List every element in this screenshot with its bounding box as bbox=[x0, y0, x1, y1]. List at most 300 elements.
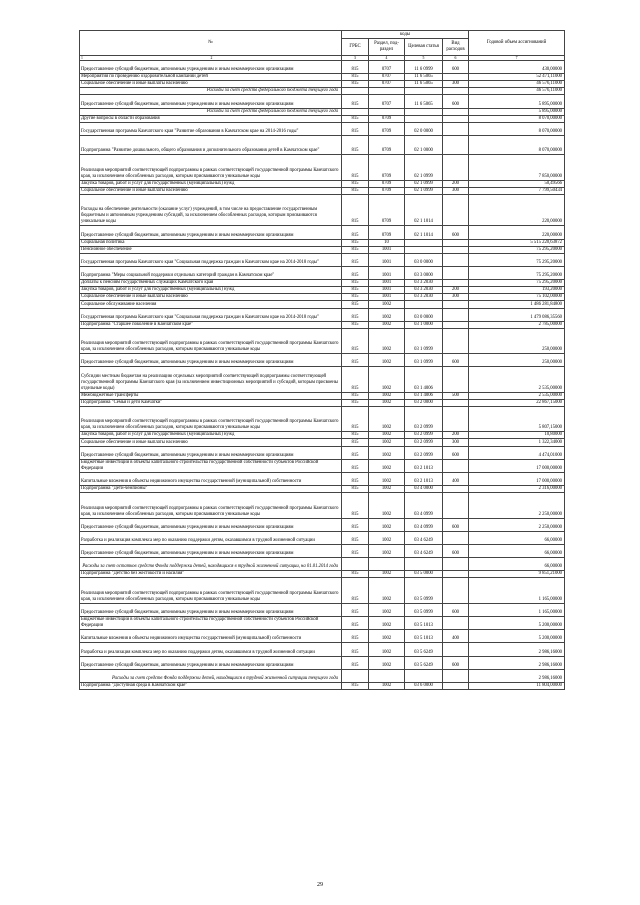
col-number: 7 bbox=[469, 56, 565, 61]
table-row bbox=[80, 472, 565, 485]
row-amount: 220,00000 bbox=[469, 194, 565, 226]
row-grbs: 815 bbox=[342, 399, 369, 406]
row-expense-type: 300 bbox=[443, 439, 469, 446]
row-razdel: 1002 bbox=[369, 493, 405, 518]
row-expense-type: 300 bbox=[443, 81, 469, 88]
row-amount: 4 474,01000 bbox=[469, 446, 565, 459]
row-name: Социальное обслуживание населения bbox=[80, 301, 342, 308]
row-grbs: 815 bbox=[342, 328, 369, 353]
row-name: Капитальные вложения в объекты недвижимого имущества государственной (муниципальной) собственности bbox=[80, 472, 342, 485]
row-grbs: 815 bbox=[342, 603, 369, 616]
row-grbs: 815 bbox=[342, 472, 369, 485]
row-amount: 9 851,21000 bbox=[469, 571, 565, 578]
row-expense-type bbox=[443, 486, 469, 493]
row-expense-type: 600 bbox=[443, 446, 469, 459]
row-razdel: 0707 bbox=[369, 74, 405, 81]
row-grbs: 815 bbox=[342, 95, 369, 108]
row-grbs: 815 bbox=[342, 122, 369, 135]
table-row bbox=[80, 266, 565, 279]
row-grbs: 815 bbox=[342, 531, 369, 544]
row-grbs bbox=[342, 108, 369, 115]
row-razdel: 1002 bbox=[369, 630, 405, 643]
row-expense-type bbox=[443, 122, 469, 135]
row-razdel: 1001 bbox=[369, 280, 405, 287]
row-target-article: 03 2 0999 bbox=[405, 432, 443, 439]
row-grbs: 815 bbox=[342, 81, 369, 88]
row-razdel: 1002 bbox=[369, 301, 405, 308]
row-amount: 2 986,16000 bbox=[469, 656, 565, 669]
row-name: Подпрограмма "Развитие дошкольного, общего образования и дополнительного образования детей в Камчатском крае" bbox=[80, 136, 342, 155]
row-target-article: 03 1 0000 bbox=[405, 321, 443, 328]
row-target-article: 03 2 0000 bbox=[405, 399, 443, 406]
row-target-article: 03 4 0999 bbox=[405, 493, 443, 518]
row-name: Расходы за счет средств Фонда поддержки детей, находящихся в трудной жизненной ситуации текущего года bbox=[80, 669, 342, 682]
row-expense-type bbox=[443, 239, 469, 246]
row-amount: 2 535,00000 bbox=[469, 392, 565, 399]
header-num: № bbox=[80, 31, 342, 56]
col-number: 5 bbox=[405, 56, 443, 61]
row-target-article: 02 1 1014 bbox=[405, 226, 443, 239]
row-amount: 1 165,00000 bbox=[469, 603, 565, 616]
row-name: Реализация мероприятий соответствующей подпрограммы в рамках соответствующей государственной программы Камчатского края, за исключением обособленных расходов, которым присваиваются уникальные коды bbox=[80, 493, 342, 518]
table-row bbox=[80, 253, 565, 266]
row-razdel: 1002 bbox=[369, 406, 405, 431]
row-target-article: 11 6 5065 bbox=[405, 74, 443, 81]
row-target-article: 11 6 0999 bbox=[405, 61, 443, 74]
table-row bbox=[80, 630, 565, 643]
row-grbs: 815 bbox=[342, 578, 369, 603]
table-row bbox=[80, 617, 565, 630]
row-expense-type bbox=[443, 321, 469, 328]
row-target-article: 03 5 6249 bbox=[405, 656, 443, 669]
row-amount: 1 322,34000 bbox=[469, 439, 565, 446]
row-razdel: 1002 bbox=[369, 432, 405, 439]
row-razdel: 1002 bbox=[369, 656, 405, 669]
row-target-article: 02 1 0999 bbox=[405, 155, 443, 180]
row-grbs: 815 bbox=[342, 571, 369, 578]
row-amount: 8 070,00000 bbox=[469, 115, 565, 122]
row-name: Подпрограмма "Меры социальной поддержки отдельных категорий граждан в Камчатском крае" bbox=[80, 266, 342, 279]
row-target-article: 02 0 0000 bbox=[405, 122, 443, 135]
row-name: Социальное обеспечение и иные выплаты населению bbox=[80, 294, 342, 301]
row-grbs bbox=[342, 88, 369, 95]
row-amount: 2 986,16000 bbox=[469, 669, 565, 682]
row-amount: 2 535,00000 bbox=[469, 367, 565, 392]
row-grbs: 815 bbox=[342, 226, 369, 239]
table-row bbox=[80, 439, 565, 446]
row-target-article: 03 6 0000 bbox=[405, 682, 443, 689]
row-amount: 10,80000 bbox=[469, 432, 565, 439]
row-target-article: 03 3 2030 bbox=[405, 280, 443, 287]
row-razdel: 0709 bbox=[369, 187, 405, 194]
header-cel: Целевая статья bbox=[405, 39, 443, 56]
row-target-article: 03 5 0999 bbox=[405, 603, 443, 616]
row-grbs bbox=[342, 558, 369, 571]
row-grbs: 815 bbox=[342, 180, 369, 187]
row-expense-type: 200 bbox=[443, 287, 469, 294]
header-grbs: ГРБС bbox=[342, 39, 369, 56]
table-row bbox=[80, 321, 565, 328]
row-name: Субсидии местным бюджетам на реализацию отдельных мероприятий соответствующей подпрограммы соответствующей государственной программы Камчатского края (за исключением инвестиционных мероприятий и субсидий, которым присвоены отдельные коды) bbox=[80, 367, 342, 392]
row-amount: 2 250,00000 bbox=[469, 518, 565, 531]
table-row bbox=[80, 246, 565, 253]
row-razdel: 1001 bbox=[369, 266, 405, 279]
row-expense-type bbox=[443, 531, 469, 544]
row-name: Предоставление субсидий бюджетным, автономным учреждениям и иным некоммерческим организациям bbox=[80, 544, 342, 557]
row-razdel: 1002 bbox=[369, 367, 405, 392]
header-total: Годовой объем ассигнований bbox=[469, 31, 565, 56]
row-target-article bbox=[405, 88, 443, 95]
row-amount: 75 295,20000 bbox=[469, 266, 565, 279]
row-grbs: 815 bbox=[342, 321, 369, 328]
row-grbs: 815 bbox=[342, 439, 369, 446]
row-razdel: 1002 bbox=[369, 578, 405, 603]
row-grbs: 815 bbox=[342, 294, 369, 301]
table-row bbox=[80, 493, 565, 518]
row-grbs: 815 bbox=[342, 630, 369, 643]
table-row bbox=[80, 136, 565, 155]
row-expense-type bbox=[443, 308, 469, 321]
row-razdel: 0709 bbox=[369, 122, 405, 135]
row-name: Реализация мероприятий соответствующей подпрограммы в рамках соответствующей государственной программы Камчатского края, за исключением обособленных расходов, которым присваиваются уникальные коды bbox=[80, 328, 342, 353]
row-razdel bbox=[369, 88, 405, 95]
row-name: Подпрограмма "Семья и дети Камчатки" bbox=[80, 399, 342, 406]
row-expense-type: 300 bbox=[443, 294, 469, 301]
row-razdel: 1002 bbox=[369, 439, 405, 446]
row-amount: 46 576,11000 bbox=[469, 81, 565, 88]
table-row bbox=[80, 194, 565, 226]
row-target-article: 02 1 0999 bbox=[405, 180, 443, 187]
row-grbs: 815 bbox=[342, 194, 369, 226]
row-razdel: 1002 bbox=[369, 486, 405, 493]
col-number: 4 bbox=[369, 56, 405, 61]
row-razdel: 1002 bbox=[369, 472, 405, 485]
row-name: Закупка товаров, работ и услуг для государственных (муниципальных) нужд bbox=[80, 287, 342, 294]
row-target-article: 03 4 6249 bbox=[405, 531, 443, 544]
row-target-article: 03 2 1013 bbox=[405, 472, 443, 485]
row-grbs: 815 bbox=[342, 280, 369, 287]
row-amount: 5 895,00000 bbox=[469, 108, 565, 115]
row-grbs: 815 bbox=[342, 446, 369, 459]
row-razdel: 1002 bbox=[369, 571, 405, 578]
row-amount: 66,00000 bbox=[469, 558, 565, 571]
row-expense-type: 200 bbox=[443, 180, 469, 187]
row-target-article bbox=[405, 246, 443, 253]
row-target-article: 02 1 0999 bbox=[405, 187, 443, 194]
row-amount: 2 316,00000 bbox=[469, 486, 565, 493]
row-expense-type: 600 bbox=[443, 354, 469, 367]
table-row bbox=[80, 239, 565, 246]
row-name: Другие вопросы в области образования bbox=[80, 115, 342, 122]
row-razdel bbox=[369, 558, 405, 571]
row-grbs: 815 bbox=[342, 74, 369, 81]
row-target-article: 03 3 2030 bbox=[405, 294, 443, 301]
row-grbs: 815 bbox=[342, 266, 369, 279]
row-expense-type bbox=[443, 459, 469, 472]
row-expense-type bbox=[443, 617, 469, 630]
table-row bbox=[80, 287, 565, 294]
table-row bbox=[80, 392, 565, 399]
table-row bbox=[80, 432, 565, 439]
row-grbs: 815 bbox=[342, 253, 369, 266]
row-amount: 46 576,11000 bbox=[469, 88, 565, 95]
row-amount: 75 295,20000 bbox=[469, 246, 565, 253]
row-target-article: 03 0 0000 bbox=[405, 308, 443, 321]
row-razdel: 1001 bbox=[369, 294, 405, 301]
row-expense-type: 500 bbox=[443, 392, 469, 399]
row-amount: 1 486 281,84800 bbox=[469, 301, 565, 308]
row-amount: 2 250,00000 bbox=[469, 493, 565, 518]
row-amount: 5 895,00000 bbox=[469, 95, 565, 108]
row-expense-type bbox=[443, 194, 469, 226]
row-razdel: 0707 bbox=[369, 61, 405, 74]
row-target-article: 03 3 2030 bbox=[405, 287, 443, 294]
row-name: Реализация мероприятий соответствующей подпрограммы в рамках соответствующей государственной программы Камчатского края, за исключением обособленных расходов, которым присваиваются уникальные коды bbox=[80, 406, 342, 431]
row-amount: 50,49566 bbox=[469, 180, 565, 187]
row-target-article: 03 1 0999 bbox=[405, 328, 443, 353]
row-razdel: 1002 bbox=[369, 399, 405, 406]
row-amount: 22 867,15000 bbox=[469, 399, 565, 406]
row-name: Государственная программа Камчатского края "Социальная поддержка граждан в Камчатском крае на 2014-2018 годы" bbox=[80, 253, 342, 266]
row-expense-type: 600 bbox=[443, 603, 469, 616]
table-row bbox=[80, 531, 565, 544]
table-row bbox=[80, 544, 565, 557]
row-grbs: 815 bbox=[342, 308, 369, 321]
budget-table bbox=[79, 30, 565, 690]
row-razdel: 1001 bbox=[369, 287, 405, 294]
row-razdel: 1002 bbox=[369, 682, 405, 689]
row-target-article bbox=[405, 558, 443, 571]
row-name: Предоставление субсидий бюджетным, автономным учреждениям и иным некоммерческим организациям bbox=[80, 656, 342, 669]
row-name: Межбюджетные трансферты bbox=[80, 392, 342, 399]
table-row bbox=[80, 294, 565, 301]
col-number: 6 bbox=[443, 56, 469, 61]
row-name: Закупка товаров, работ и услуг для государственных (муниципальных) нужд bbox=[80, 432, 342, 439]
table-row bbox=[80, 656, 565, 669]
table-body bbox=[80, 61, 565, 690]
row-expense-type bbox=[443, 558, 469, 571]
row-target-article: 03 2 0999 bbox=[405, 406, 443, 431]
row-expense-type: 300 bbox=[443, 187, 469, 194]
table-row-note bbox=[80, 669, 565, 682]
row-amount: 250,00000 bbox=[469, 354, 565, 367]
row-expense-type bbox=[443, 493, 469, 518]
row-name: Предоставление субсидий бюджетным, автономным учреждениям и иным некоммерческим организациям bbox=[80, 446, 342, 459]
row-grbs: 815 bbox=[342, 367, 369, 392]
row-expense-type bbox=[443, 280, 469, 287]
row-name: Разработка и реализация комплекса мер по оказанию поддержки детям, оказавшимся в трудной жизненной ситуации bbox=[80, 531, 342, 544]
row-target-article: 03 5 0999 bbox=[405, 578, 443, 603]
row-expense-type bbox=[443, 682, 469, 689]
table-row bbox=[80, 486, 565, 493]
table-row bbox=[80, 459, 565, 472]
row-razdel: 1002 bbox=[369, 446, 405, 459]
row-grbs: 815 bbox=[342, 518, 369, 531]
row-expense-type: 600 bbox=[443, 656, 469, 669]
row-razdel: 0709 bbox=[369, 115, 405, 122]
row-razdel: 1002 bbox=[369, 392, 405, 399]
row-grbs: 815 bbox=[342, 61, 369, 74]
row-name: Доплаты к пенсиям государственных служащих Камчатского края bbox=[80, 280, 342, 287]
row-name: Расходы за счет средств федерального бюджета текущего года bbox=[80, 88, 342, 95]
row-name: Реализация мероприятий соответствующей подпрограммы в рамках соответствующей государственной программы Камчатского края, за исключением обособленных расходов, которым присваиваются уникальные коды bbox=[80, 155, 342, 180]
row-name: Подпрограмма "Старшее поколение в Камчатском крае" bbox=[80, 321, 342, 328]
row-amount: 8 070,00000 bbox=[469, 136, 565, 155]
row-target-article: 03 4 6249 bbox=[405, 544, 443, 557]
row-name: Предоставление субсидий бюджетным, автономным учреждениям и иным некоммерческим организациям bbox=[80, 61, 342, 74]
row-grbs: 815 bbox=[342, 656, 369, 669]
row-target-article: 03 1 0999 bbox=[405, 354, 443, 367]
row-grbs: 815 bbox=[342, 493, 369, 518]
row-amount: 7 850,00000 bbox=[469, 155, 565, 180]
row-amount: 5 807,15000 bbox=[469, 406, 565, 431]
row-amount: 430,00000 bbox=[469, 61, 565, 74]
row-razdel: 1002 bbox=[369, 354, 405, 367]
row-razdel: 0709 bbox=[369, 226, 405, 239]
row-expense-type bbox=[443, 253, 469, 266]
row-target-article: 03 3 0000 bbox=[405, 266, 443, 279]
row-amount: 52 471,11000 bbox=[469, 74, 565, 81]
row-expense-type bbox=[443, 406, 469, 431]
row-expense-type: 400 bbox=[443, 630, 469, 643]
row-name: Расходы за счет остатков средств Фонда поддержки детей, находящихся в трудной жизненной ситуации, на 01.01.2014 года bbox=[80, 558, 342, 571]
row-grbs: 815 bbox=[342, 246, 369, 253]
row-expense-type bbox=[443, 88, 469, 95]
row-target-article: 03 2 0999 bbox=[405, 446, 443, 459]
row-razdel: 0709 bbox=[369, 155, 405, 180]
row-grbs: 815 bbox=[342, 239, 369, 246]
table-row bbox=[80, 61, 565, 74]
row-expense-type bbox=[443, 643, 469, 656]
row-expense-type bbox=[443, 155, 469, 180]
row-target-article: 03 2 0999 bbox=[405, 439, 443, 446]
row-target-article bbox=[405, 115, 443, 122]
row-name: Социальное обеспечение и иные выплаты населению bbox=[80, 81, 342, 88]
table-row bbox=[80, 180, 565, 187]
row-target-article bbox=[405, 301, 443, 308]
row-expense-type bbox=[443, 108, 469, 115]
row-name: Подпрограмма "Детство без жестокости и насилия" bbox=[80, 571, 342, 578]
row-razdel: 1002 bbox=[369, 603, 405, 616]
row-expense-type: 600 bbox=[443, 61, 469, 74]
col-number: 1 2 bbox=[80, 56, 342, 61]
table-row bbox=[80, 301, 565, 308]
row-grbs: 815 bbox=[342, 544, 369, 557]
row-expense-type bbox=[443, 571, 469, 578]
row-grbs: 815 bbox=[342, 459, 369, 472]
row-name: Предоставление субсидий бюджетным, автономным учреждениям и иным некоммерческим организациям bbox=[80, 95, 342, 108]
row-razdel: 1002 bbox=[369, 328, 405, 353]
row-name: Социальное обеспечение и иные выплаты населению bbox=[80, 439, 342, 446]
row-expense-type: 400 bbox=[443, 472, 469, 485]
row-target-article: 03 1 4006 bbox=[405, 367, 443, 392]
row-grbs: 815 bbox=[342, 155, 369, 180]
row-grbs: 815 bbox=[342, 643, 369, 656]
row-target-article: 03 1 4006 bbox=[405, 392, 443, 399]
table-row bbox=[80, 578, 565, 603]
row-name: Предоставление субсидий бюджетным, автономным учреждениям и иным некоммерческим организациям bbox=[80, 354, 342, 367]
table-row bbox=[80, 682, 565, 689]
row-amount: 66,00000 bbox=[469, 544, 565, 557]
row-expense-type bbox=[443, 367, 469, 392]
table-row bbox=[80, 518, 565, 531]
row-razdel: 0709 bbox=[369, 180, 405, 187]
row-expense-type: 200 bbox=[443, 432, 469, 439]
row-target-article: 03 4 0000 bbox=[405, 486, 443, 493]
row-razdel bbox=[369, 108, 405, 115]
table-row bbox=[80, 446, 565, 459]
row-razdel: 1002 bbox=[369, 544, 405, 557]
row-razdel: 0709 bbox=[369, 194, 405, 226]
row-razdel: 10 bbox=[369, 239, 405, 246]
row-name: Подпрограмма "Дети-чемпионы" bbox=[80, 486, 342, 493]
row-amount: 75 295,20000 bbox=[469, 253, 565, 266]
table-row bbox=[80, 226, 565, 239]
row-grbs: 815 bbox=[342, 486, 369, 493]
row-amount: 75 102,00000 bbox=[469, 294, 565, 301]
row-target-article: 02 1 1014 bbox=[405, 194, 443, 226]
row-target-article: 03 5 0000 bbox=[405, 571, 443, 578]
table-row bbox=[80, 81, 565, 88]
row-target-article: 02 1 0000 bbox=[405, 136, 443, 155]
row-razdel bbox=[369, 669, 405, 682]
row-razdel: 0709 bbox=[369, 136, 405, 155]
row-razdel: 1002 bbox=[369, 459, 405, 472]
row-name: Подпрограмма "Доступная среда в Камчатском крае" bbox=[80, 682, 342, 689]
row-grbs: 815 bbox=[342, 136, 369, 155]
table-row bbox=[80, 643, 565, 656]
table-row bbox=[80, 74, 565, 81]
row-target-article: 03 2 1013 bbox=[405, 459, 443, 472]
row-expense-type bbox=[443, 115, 469, 122]
table-row bbox=[80, 122, 565, 135]
row-grbs: 815 bbox=[342, 406, 369, 431]
row-expense-type bbox=[443, 578, 469, 603]
row-target-article: 11 6 5065 bbox=[405, 95, 443, 108]
row-razdel: 1002 bbox=[369, 518, 405, 531]
table-row bbox=[80, 328, 565, 353]
row-expense-type bbox=[443, 136, 469, 155]
row-target-article bbox=[405, 108, 443, 115]
row-name: Предоставление субсидий бюджетным, автономным учреждениям и иным некоммерческим организациям bbox=[80, 226, 342, 239]
row-razdel: 0707 bbox=[369, 95, 405, 108]
row-target-article: 03 5 1013 bbox=[405, 617, 443, 630]
row-razdel: 1002 bbox=[369, 308, 405, 321]
table-row bbox=[80, 603, 565, 616]
row-amount: 5 200,00000 bbox=[469, 630, 565, 643]
row-grbs: 815 bbox=[342, 682, 369, 689]
row-amount: 8 070,00000 bbox=[469, 122, 565, 135]
row-amount: 250,00000 bbox=[469, 328, 565, 353]
row-target-article bbox=[405, 239, 443, 246]
row-amount: 2 785,00000 bbox=[469, 321, 565, 328]
row-target-article: 11 6 5065 bbox=[405, 81, 443, 88]
table-row bbox=[80, 95, 565, 108]
table-row-note bbox=[80, 88, 565, 95]
row-grbs: 815 bbox=[342, 287, 369, 294]
col-number: 3 bbox=[342, 56, 369, 61]
row-target-article: 03 5 6249 bbox=[405, 643, 443, 656]
row-grbs bbox=[342, 669, 369, 682]
header-codes: коды bbox=[342, 31, 469, 39]
row-amount: 1 479 086,35560 bbox=[469, 308, 565, 321]
row-name: Социальное обеспечение и иные выплаты населению bbox=[80, 187, 342, 194]
row-amount: 1 165,00000 bbox=[469, 578, 565, 603]
row-name: Предоставление субсидий бюджетным, автономным учреждениям и иным некоммерческим организациям bbox=[80, 518, 342, 531]
row-razdel: 1002 bbox=[369, 531, 405, 544]
table-row bbox=[80, 280, 565, 287]
row-name: Разработка и реализация комплекса мер по оказанию поддержки детям, оказавшимся в трудной жизненной ситуации bbox=[80, 643, 342, 656]
